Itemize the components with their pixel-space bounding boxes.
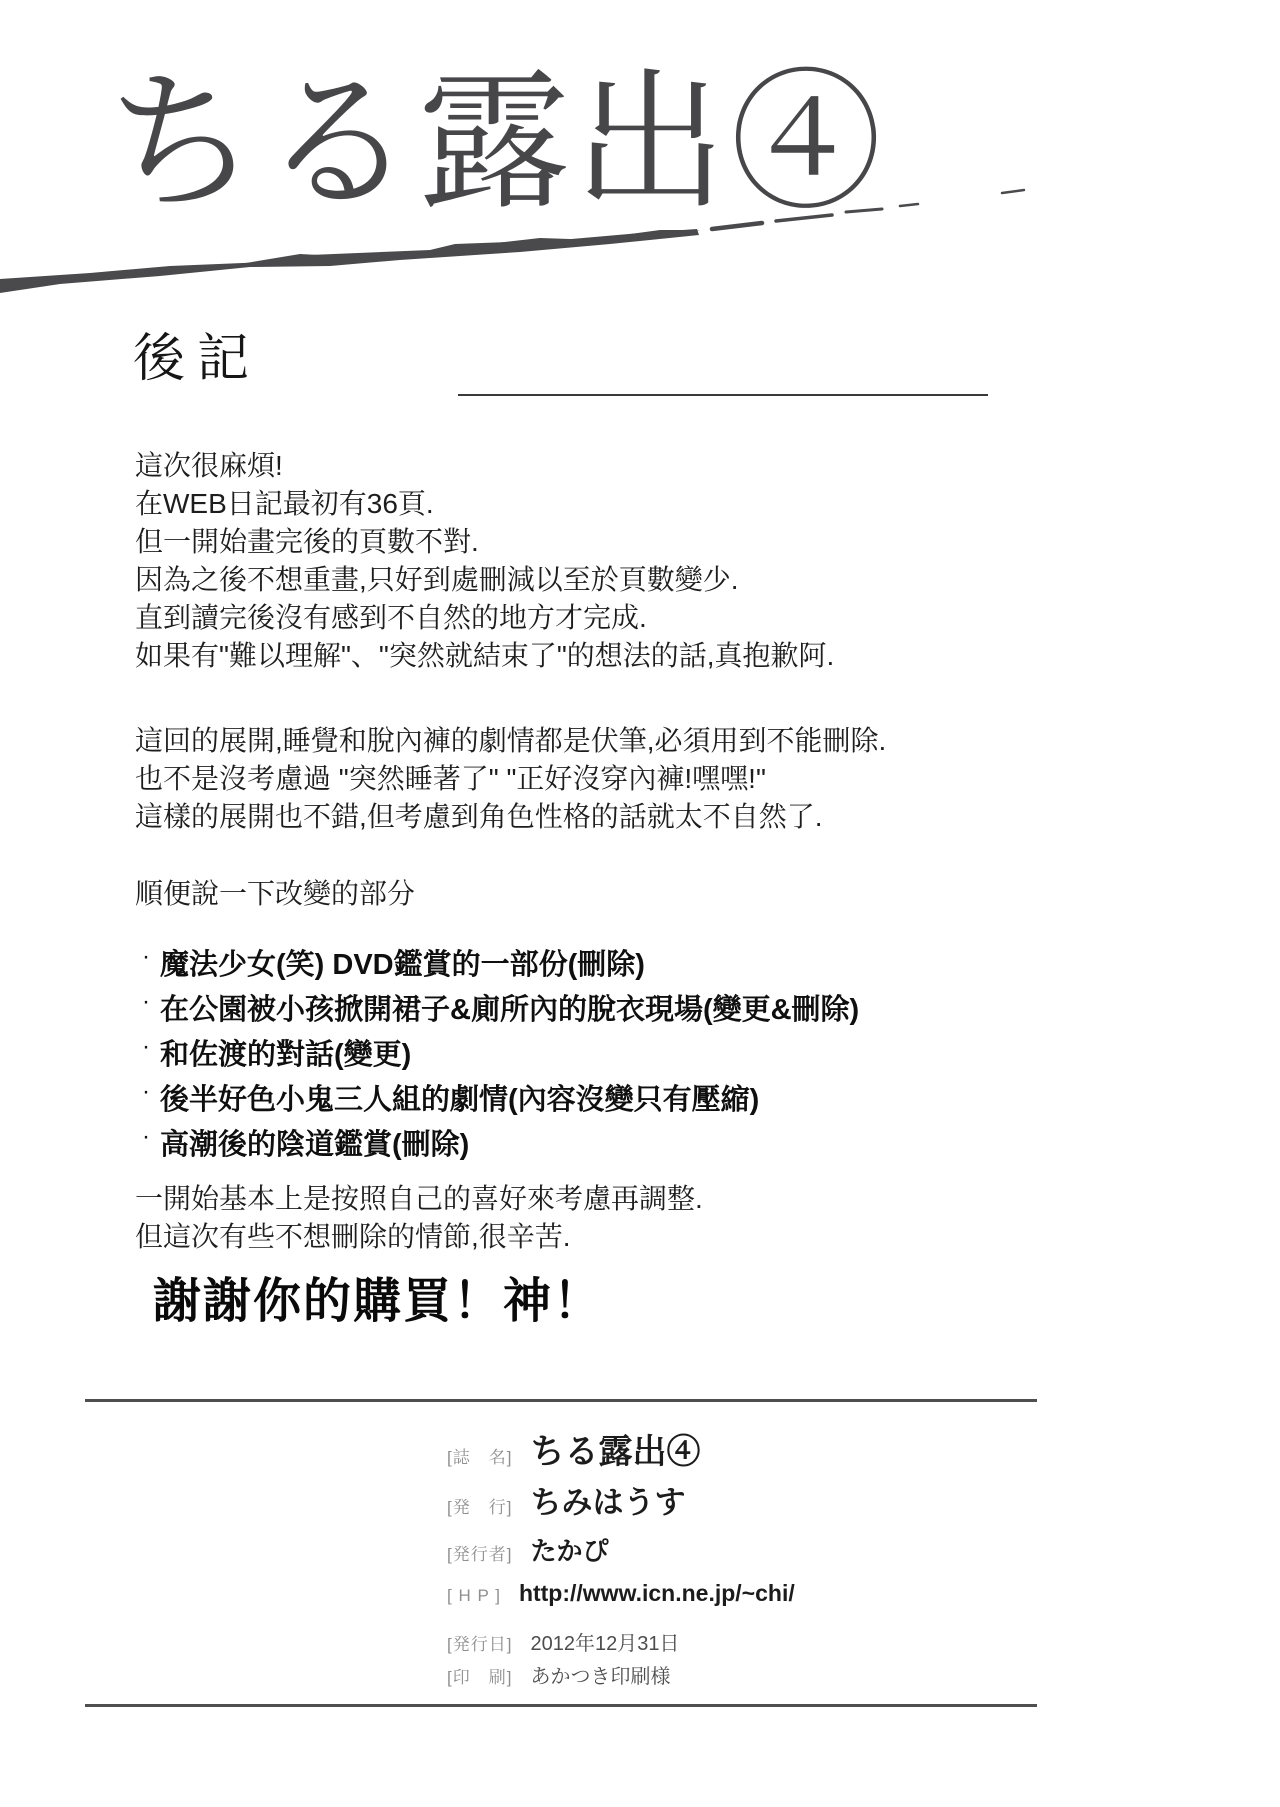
list-item-text: 和佐渡的對話(變更) (160, 1039, 412, 1071)
text-line: 在WEB日記最初有36頁. (135, 488, 434, 519)
colophon-label: [誌 名] (447, 1448, 513, 1467)
colophon-value: あかつき印刷様 (530, 1666, 671, 1688)
brush-stroke-underline (0, 172, 1035, 300)
heading-rule (458, 394, 988, 396)
colophon-value: ちみはうす (530, 1485, 686, 1520)
text-line: 因為之後不想重畫,只好到處刪減以至於頁數變少. (135, 564, 739, 595)
colophon-row-title (447, 1424, 700, 1473)
list-item (142, 1077, 859, 1122)
list-item-text: 後半好色小鬼三人組的劇情(內容沒變只有壓縮) (160, 1084, 760, 1116)
colophon-label: [ H P ] (447, 1586, 501, 1605)
colophon-label: [発 行] (447, 1498, 513, 1517)
paragraph-plot-notes (135, 722, 886, 836)
colophon-top-rule (85, 1399, 1037, 1402)
colophon-row-author (447, 1531, 608, 1568)
text-line: 順便說一下改變的部分 (135, 878, 416, 909)
colophon-value: ちる露出④ (530, 1433, 701, 1471)
changes-list (142, 942, 859, 1167)
list-item (142, 987, 859, 1032)
colophon-value: 2012年12月31日 (530, 1633, 680, 1655)
bullet-marker: · (142, 943, 150, 970)
text-line: 但一開始畫完後的頁數不對. (135, 526, 479, 557)
colophon-label: [発行日] (447, 1635, 513, 1654)
bullet-marker: · (142, 988, 150, 1015)
text-line: 直到讀完後沒有感到不自然的地方才完成. (135, 602, 647, 633)
list-item-text: 高潮後的陰道鑑賞(刪除) (160, 1129, 470, 1161)
list-item (142, 1032, 859, 1077)
paragraph-intro (135, 447, 834, 675)
text-line: 這樣的展開也不錯,但考慮到角色性格的話就太不自然了. (135, 801, 823, 832)
colophon-row-publisher (447, 1477, 685, 1522)
list-item-text: 魔法少女(笑) DVD鑑賞的一部份(刪除) (160, 949, 645, 981)
paragraph-closing (135, 1180, 703, 1256)
list-item-text: 在公園被小孩掀開裙子&廁所內的脫衣現場(變更&刪除) (160, 994, 860, 1026)
text-line: 如果有"難以理解"、"突然就結束了"的想法的話,真抱歉阿. (135, 640, 835, 671)
colophon-row-printer (447, 1660, 670, 1689)
bullet-marker: · (142, 1123, 150, 1150)
thanks-message: 謝謝你的購買！神！ (153, 1275, 604, 1328)
bullet-marker: · (142, 1033, 150, 1060)
text-line: 一開始基本上是按照自己的喜好來考慮再調整. (135, 1183, 703, 1214)
page-title: ちる露出④ (106, 58, 886, 228)
text-line: 這次很麻煩! (135, 450, 283, 481)
text-line: 但這次有些不想刪除的情節,很辛苦. (135, 1221, 571, 1252)
colophon-bottom-rule (85, 1704, 1037, 1707)
colophon-label: [印 刷] (447, 1668, 513, 1687)
text-line: 這回的展開,睡覺和脫內褲的劇情都是伏筆,必須用到不能刪除. (135, 725, 887, 756)
text-line: 也不是沒考慮過 "突然睡著了" "正好沒穿內褲!嘿嘿!" (135, 763, 766, 794)
colophon-row-date (447, 1627, 679, 1656)
paragraph-changes-intro (135, 875, 415, 913)
colophon-value: たかぴ (530, 1536, 609, 1566)
colophon-value: http://www.icn.ne.jp/~chi/ (518, 1580, 795, 1606)
list-item (142, 1122, 859, 1167)
colophon-label: [発行者] (447, 1545, 513, 1564)
bullet-marker: · (142, 1078, 150, 1105)
afterword-heading: 後記 (133, 330, 262, 388)
list-item (142, 942, 859, 987)
colophon-row-homepage (447, 1580, 795, 1607)
